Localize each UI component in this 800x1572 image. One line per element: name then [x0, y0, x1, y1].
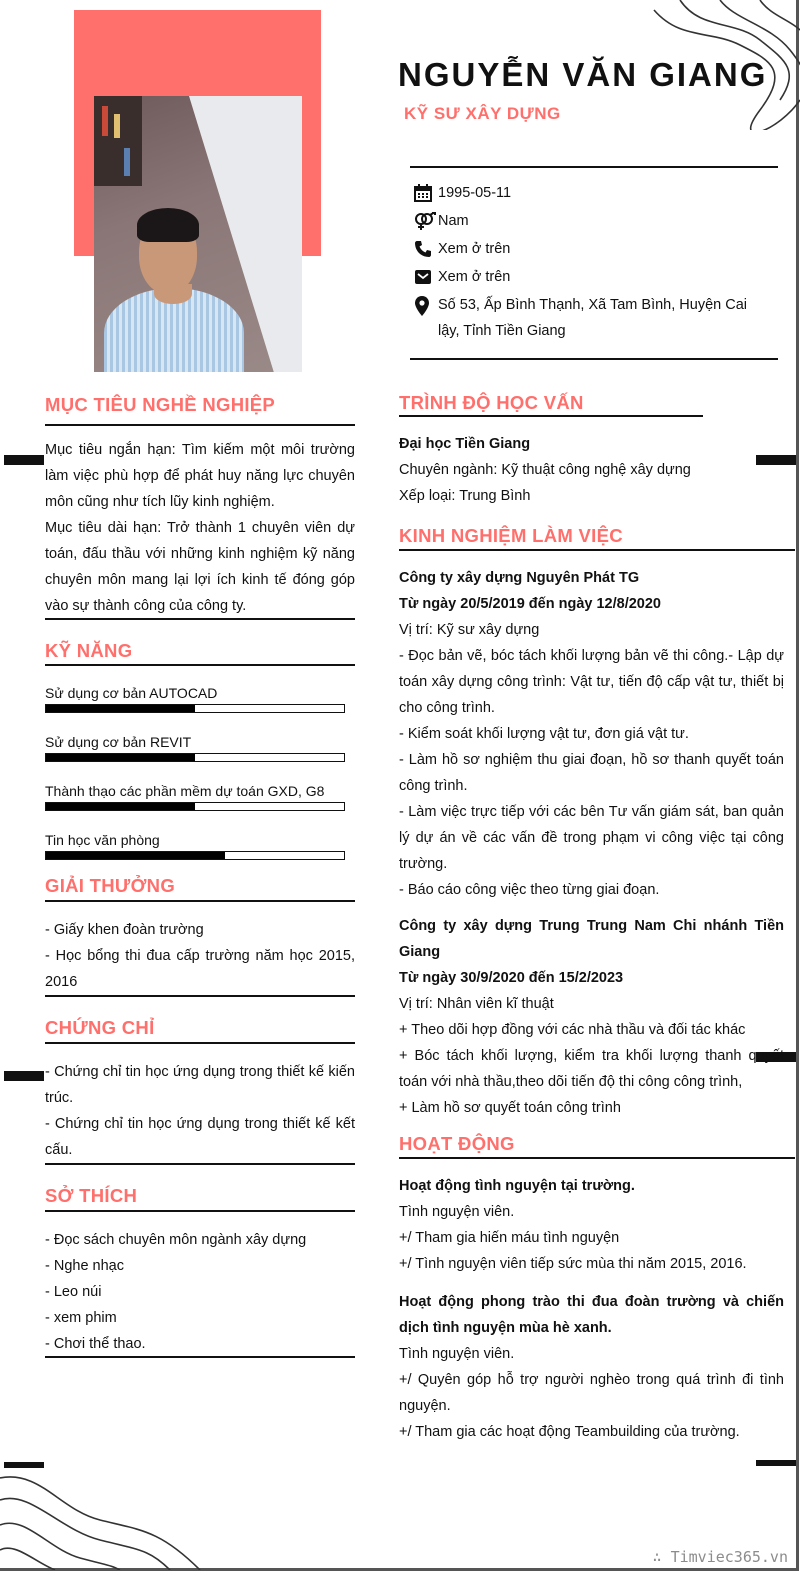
activity-detail: +/ Tham gia hiến máu tình nguyện	[399, 1230, 620, 1246]
skill-bar	[45, 704, 345, 713]
certificate-item: - Chứng chỉ tin học ứng dụng trong thiết kế kết cấu.	[45, 1116, 355, 1158]
hobby-item: - Nghe nhạc	[45, 1258, 124, 1274]
divider	[45, 664, 355, 666]
skill-bar	[45, 753, 345, 762]
divider	[45, 1163, 355, 1165]
birthdate-row: 1995-05-11	[414, 180, 778, 206]
job-duty: - Báo cáo công việc theo từng giai đoạn.	[399, 882, 660, 898]
activity-detail: +/ Tình nguyện viên tiếp sức mùa thi năm 2015, 2016.	[399, 1256, 747, 1272]
awards-list	[45, 917, 355, 995]
short-term-goal: Mục tiêu ngắn hạn: Tìm kiếm một môi trường làm việc phù hợp để phát huy năng lực chuyên môn cũng như tích lũy kinh nghiệm.	[45, 442, 355, 510]
edge-mark	[4, 1071, 44, 1081]
activity-detail: +/ Tham gia các hoạt động Teambuilding của trường.	[399, 1424, 740, 1440]
job-duty: - Làm hồ sơ nghiệm thu giai đoạn, hồ sơ thanh quyết toán công trình.	[399, 752, 784, 794]
award-item: - Học bổng thi đua cấp trường năm học 2015, 2016	[45, 948, 355, 990]
phone-icon	[414, 236, 438, 258]
skill-label: Sử dụng cơ bản REVIT	[45, 734, 192, 750]
job-duty: + Làm hồ sơ quyết toán công trình	[399, 1100, 621, 1116]
divider	[45, 1210, 355, 1212]
divider	[45, 1042, 355, 1044]
divider	[45, 424, 355, 426]
edge-mark	[4, 455, 44, 465]
school-name: Đại học Tiền Giang	[399, 436, 531, 452]
calendar-icon	[414, 180, 438, 202]
objective-heading: MỤC TIÊU NGHỀ NGHIỆP	[45, 394, 276, 415]
certificates-list	[45, 1059, 355, 1163]
job-position: Vị trí: Kỹ sư xây dựng	[399, 622, 540, 638]
activity-entry	[399, 1173, 784, 1277]
edge-mark	[4, 1462, 44, 1468]
job-duty: + Theo dõi hợp đồng với các nhà thầu và đối tác khác	[399, 1022, 746, 1038]
activity-title: Hoạt động tình nguyện tại trường.	[399, 1178, 635, 1194]
job-period: Từ ngày 20/5/2019 đến ngày 12/8/2020	[399, 596, 661, 612]
email-icon	[414, 264, 438, 286]
profile-photo	[94, 96, 302, 372]
phone-row: Xem ở trên	[414, 236, 778, 262]
watermark: ∴ Timviec365.vn	[652, 1548, 788, 1566]
address-row: Số 53, Ấp Bình Thạnh, Xã Tam Bình, Huyện Cai lậy, Tỉnh Tiền Giang	[414, 292, 778, 344]
skills-heading: KỸ NĂNG	[45, 640, 133, 661]
divider	[45, 995, 355, 997]
edge-mark	[756, 1460, 796, 1466]
activities-heading: HOẠT ĐỘNG	[399, 1133, 515, 1154]
divider	[45, 1356, 355, 1358]
activity-entry	[399, 1289, 784, 1445]
gender-row: Nam	[414, 208, 778, 234]
hobby-item: - Leo núi	[45, 1284, 102, 1300]
job-period: Từ ngày 30/9/2020 đến 15/2/2023	[399, 970, 624, 986]
job-position: Vị trí: Nhân viên kĩ thuật	[399, 996, 554, 1012]
divider	[399, 415, 703, 417]
job-duty: - Đọc bản vẽ, bóc tách khối lượng bản vẽ thi công.- Lập dự toán xây dựng công trình: Vật tư, tiến độ cấp vật tư, thiết bị cho công trình.	[399, 648, 784, 716]
hobby-item: - Đọc sách chuyên môn ngành xây dựng	[45, 1232, 307, 1248]
divider	[45, 900, 355, 902]
skill-label: Sử dụng cơ bản AUTOCAD	[45, 685, 218, 701]
long-term-goal: Mục tiêu dài hạn: Trở thành 1 chuyên viên dự toán, đấu thầu với những kinh nghiệm kỹ năng chuyên môn mang lại lợi ích kinh tế đóng góp vào sự thành công của công ty.	[45, 520, 355, 614]
company-name: Công ty xây dựng Nguyên Phát TG	[399, 570, 640, 586]
job-entry	[399, 913, 784, 1121]
objective-text	[45, 437, 355, 619]
job-duty: - Làm việc trực tiếp với các bên Tư vấn giám sát, ban quản lý dự án về các vấn đề trong phạm vi công việc tại công trường.	[399, 804, 784, 872]
email-row: Xem ở trên	[414, 264, 778, 290]
certificates-heading: CHỨNG CHỈ	[45, 1017, 155, 1038]
activity-detail: +/ Quyên góp hỗ trợ người nghèo trong quá trình đi tình nguyện.	[399, 1372, 784, 1414]
hobby-item: - Chơi thể thao.	[45, 1336, 146, 1352]
divider	[399, 1157, 795, 1159]
awards-heading: GIẢI THƯỞNG	[45, 875, 176, 896]
activity-title: Hoạt động phong trào thi đua đoàn trường và chiến dịch tình nguyện mùa hè xanh.	[399, 1294, 784, 1336]
skill-label: Tin học văn phòng	[45, 832, 160, 848]
skill-bar	[45, 802, 345, 811]
divider	[45, 618, 355, 620]
job-title: KỸ SƯ XÂY DỰNG	[404, 104, 561, 123]
activity-role: Tình nguyện viên.	[399, 1204, 515, 1220]
job-duty: - Kiểm soát khối lượng vật tư, đơn giá vật tư.	[399, 726, 689, 742]
experience-heading: KINH NGHIỆM LÀM VIỆC	[399, 525, 623, 546]
certificate-item: - Chứng chỉ tin học ứng dụng trong thiết kế kiến trúc.	[45, 1064, 355, 1106]
divider	[399, 549, 795, 551]
grade: Xếp loại: Trung Bình	[399, 488, 531, 504]
company-name: Công ty xây dựng Trung Trung Nam Chi nhánh Tiền Giang	[399, 918, 784, 960]
candidate-name: NGUYỄN VĂN GIANG	[398, 56, 768, 93]
major: Chuyên ngành: Kỹ thuật công nghệ xây dựng	[399, 462, 691, 478]
job-duty: + Bóc tách khối lượng, kiểm tra khối lượng thanh quyết toán với nhà thầu,theo dõi tiến độ thi công công trình,	[399, 1048, 784, 1090]
award-item: - Giấy khen đoàn trường	[45, 922, 204, 938]
gender-icon	[414, 208, 438, 230]
hobbies-heading: SỞ THÍCH	[45, 1185, 138, 1206]
location-icon	[414, 292, 438, 316]
skill-label: Thành thạo các phần mềm dự toán GXD, G8	[45, 783, 325, 799]
education-details	[399, 431, 784, 509]
activity-role: Tình nguyện viên.	[399, 1346, 515, 1362]
skill-bar	[45, 851, 345, 860]
education-heading: TRÌNH ĐỘ HỌC VẤN	[399, 392, 584, 413]
wave-decoration-bottom-left	[0, 1470, 220, 1570]
hobbies-list	[45, 1227, 355, 1357]
job-entry	[399, 565, 784, 903]
contact-info	[410, 166, 778, 360]
hobby-item: - xem phim	[45, 1310, 117, 1326]
